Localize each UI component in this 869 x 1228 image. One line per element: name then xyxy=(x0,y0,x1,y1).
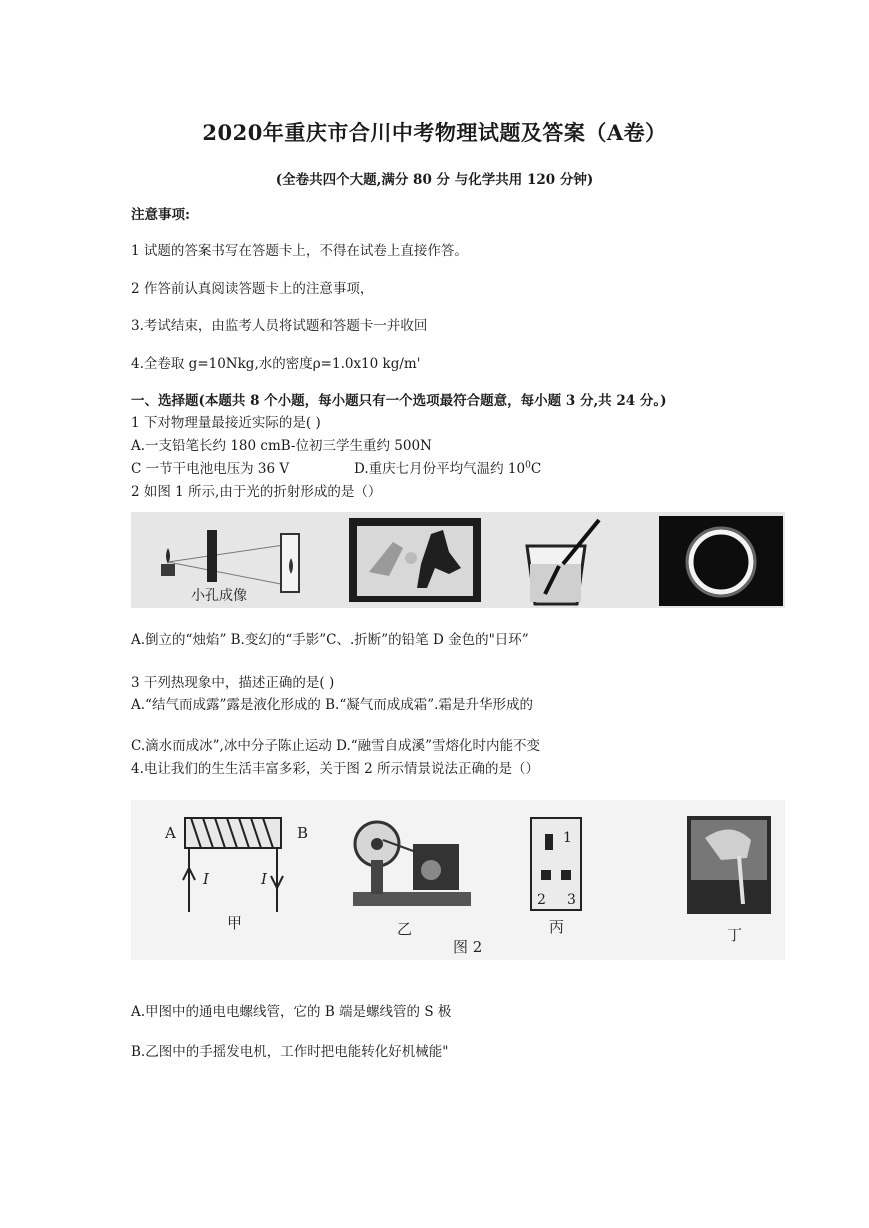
hand-shadow-icon xyxy=(349,518,481,602)
solenoid-label-a: A xyxy=(165,824,176,842)
figure-2-electricity xyxy=(131,800,785,960)
notice-item-1: 1 试题的答案书写在答题卡上，不得在试卷上直接作答。 xyxy=(131,243,468,259)
socket-pin-1: 1 xyxy=(563,830,572,846)
q3-options-cd: C.滴水而成冰”,冰中分子陈止运动 D.“融雪自成溪”雪熔化时内能不变 xyxy=(131,738,541,754)
q2-stem: 2 如图 1 所示,由于光的折射形成的是（） xyxy=(131,484,382,500)
socket-pin-2: 2 xyxy=(537,892,546,908)
figure-yi-label: 乙 xyxy=(397,920,413,938)
figure-bing-label: 丙 xyxy=(549,918,565,936)
q2-options: A.倒立的“烛焰” B.变幻的“手影”C、.折断”的铅笔 D 金色的"日环” xyxy=(131,632,529,648)
q3-options-ab: A.“结气而成露”露是液化形成的 B.“凝气而成成霜”.霜是升华形成的 xyxy=(131,697,533,713)
figure-2-caption: 图 2 xyxy=(453,938,483,956)
figure-2-drawing xyxy=(131,800,785,960)
q1-options-ab: A.一支铅笔长约 180 cmB-位初三学生重约 500N xyxy=(131,438,432,454)
figure-jia-label: 甲 xyxy=(227,914,243,932)
exam-subtitle: (全卷共四个大题,满分 80 分 与化学共用 120 分钟) xyxy=(275,172,594,188)
solenoid-label-b: B xyxy=(297,824,309,842)
page-title: 2020年重庆市合川中考物理试题及答案（A卷） xyxy=(202,120,667,145)
figure-ding-label: 丁 xyxy=(727,926,743,944)
q4-option-a: A.甲图中的通电电螺线管，它的 B 端是螺线管的 S 极 xyxy=(131,1004,452,1020)
q1-option-d: D.重庆七月份平均气温约 $10^0C$ xyxy=(354,460,542,477)
figure-1-drawing xyxy=(131,512,785,608)
figure-1-caption: 小孔成像 xyxy=(191,588,247,604)
notice-item-3: 3.考试结束，由监考人员将试题和答题卡一并收回 xyxy=(131,318,428,334)
section-1-heading: 一、选择题(本题共 8 个小题，每小题只有一个选项最符合题意，每小题 3 分,共 24 分。) xyxy=(131,393,667,409)
current-label-right: I xyxy=(261,870,267,888)
q1-option-c: C 一节干电池电压为 36 V xyxy=(131,461,290,477)
notice-item-2: 2 作答前认真阅读答题卡上的注意事项， xyxy=(131,281,374,297)
notice-heading: 注意事项: xyxy=(131,207,190,223)
notice-item-4: 4.全卷取 g=10Nkg,水的密度ρ=1.0x10 kg/m' xyxy=(131,356,421,372)
figure-1-light-phenomena xyxy=(131,512,785,608)
q1-stem: 1 下对物理量最接近实际的是( ) xyxy=(131,415,321,431)
current-label-left: I xyxy=(203,870,209,888)
q4-stem: 4.电让我们的生生活丰富多彩，关于图 2 所示情景说法正确的是（） xyxy=(131,761,540,777)
q4-option-b: B.乙图中的手摇发电机，工作时把电能转化好机械能" xyxy=(131,1044,449,1060)
annular-eclipse-icon xyxy=(659,516,783,606)
socket-pin-3: 3 xyxy=(567,892,576,908)
q3-stem: 3 干列热现象中，描述正确的是( ) xyxy=(131,675,335,691)
electric-shock-photo-icon xyxy=(687,816,771,914)
